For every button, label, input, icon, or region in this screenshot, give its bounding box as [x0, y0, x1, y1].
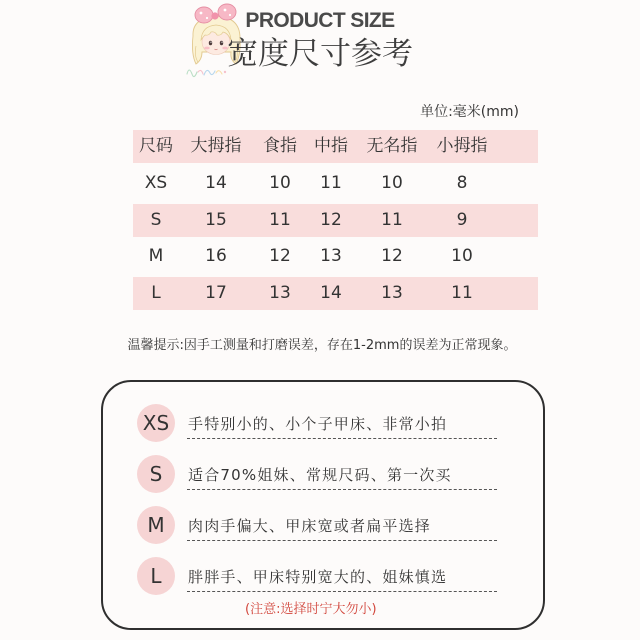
size-description: 胖胖手、甲床特别宽大的、姐妹慎选	[188, 568, 448, 586]
table-row-l	[133, 277, 538, 310]
size-cell: M	[148, 246, 164, 266]
size-description: 适合70%姐妹、常规尺码、第一次买	[188, 466, 452, 484]
dashed-divider	[187, 489, 497, 490]
middle-width-cell: 11	[320, 173, 342, 193]
size-cell: XS	[144, 173, 168, 193]
size-guide-box	[101, 380, 545, 630]
title-en: PRODUCT SIZE	[245, 9, 395, 32]
middle-width-cell: 14	[320, 283, 342, 303]
size-table	[133, 130, 538, 310]
pinky-width-cell: 8	[456, 173, 468, 193]
thumb-width-cell: 17	[205, 283, 227, 303]
middle-width-cell: 13	[320, 246, 342, 266]
index-width-cell: 12	[269, 246, 291, 266]
selection-note: (注意:选择时宁大勿小)	[245, 602, 377, 617]
index-width-cell: 10	[269, 173, 291, 193]
size-cell: L	[151, 283, 161, 303]
title-zh: 宽度尺寸参考	[227, 36, 413, 72]
thumb-width-cell: 14	[205, 173, 227, 193]
size-badge: M	[137, 506, 175, 544]
column-header-pinky: 小拇指	[436, 136, 488, 156]
measurement-tip: 温馨提示:因手工测量和打磨误差，存在1-2mm的误差为正常现象。	[127, 338, 517, 353]
thumb-width-cell: 16	[205, 246, 227, 266]
dashed-divider	[187, 438, 497, 439]
dashed-divider	[187, 540, 497, 541]
guide-item-m	[103, 504, 543, 548]
size-badge: S	[137, 455, 175, 493]
ring-width-cell: 13	[381, 283, 403, 303]
guide-item-l	[103, 555, 543, 599]
index-width-cell: 13	[269, 283, 291, 303]
column-header-index: 食指	[263, 136, 297, 156]
middle-width-cell: 12	[320, 210, 342, 230]
thumb-width-cell: 15	[205, 210, 227, 230]
size-badge: XS	[137, 404, 175, 442]
size-description: 肉肉手偏大、甲床宽或者扁平选择	[188, 517, 432, 535]
column-header-ring: 无名指	[366, 136, 418, 156]
size-cell: S	[150, 210, 162, 230]
size-badge: L	[137, 557, 175, 595]
pinky-width-cell: 11	[451, 283, 473, 303]
table-row-s	[133, 204, 538, 237]
pinky-width-cell: 10	[451, 246, 473, 266]
dashed-divider	[187, 591, 497, 592]
column-header-middle: 中指	[314, 136, 348, 156]
guide-item-s	[103, 453, 543, 497]
unit-label: 单位:毫米(mm)	[420, 104, 519, 120]
pinky-width-cell: 9	[456, 210, 468, 230]
ring-width-cell: 11	[381, 210, 403, 230]
ring-width-cell: 10	[381, 173, 403, 193]
index-width-cell: 11	[269, 210, 291, 230]
ring-width-cell: 12	[381, 246, 403, 266]
size-description: 手特别小的、小个子甲床、非常小拍	[188, 415, 448, 433]
column-header-thumb: 大拇指	[190, 136, 242, 156]
table-row-m	[133, 240, 538, 273]
table-row-xs	[133, 167, 538, 200]
table-header-row	[133, 130, 538, 163]
column-header-size: 尺码	[139, 136, 173, 156]
guide-item-xs	[103, 402, 543, 446]
